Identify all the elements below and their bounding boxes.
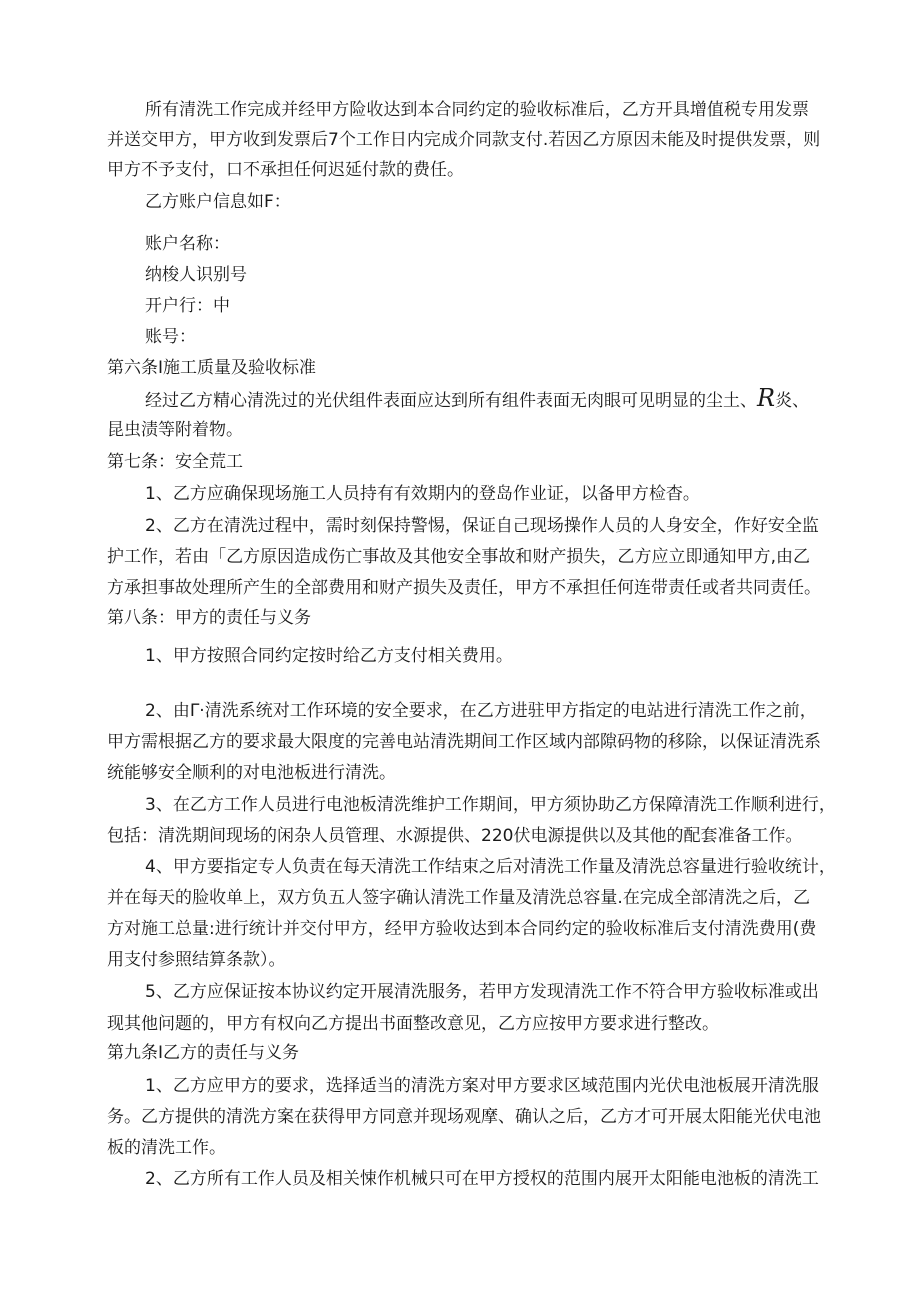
taxpayer-id-label: 纳梭人识别号	[145, 265, 247, 285]
article-8-item-2-line-3: 统能够安全顺利的对电池板进行清洗。	[107, 763, 396, 783]
bank-label: 开户行：中	[145, 296, 230, 316]
article-8-item-5-line-2: 现其他问题的，甲方有权向乙方提出书面整改意见，乙方应按甲方要求进行整改。	[107, 1014, 719, 1034]
payment-paragraph-line-3: 甲方不予支付，口不承担任何迟延付款的费任。	[107, 160, 464, 180]
article-8-item-2-line-2: 甲方需根据乙方的要求最大限度的完善电站清洗期间工作区域内部隙码物的移除，以保证清洗系	[107, 732, 821, 752]
article-6-paragraph-line-1	[145, 384, 810, 412]
article-7-item-2-line-3: 方承担事故处理所产生的全部费用和财产损失及责任，甲方不承担任何连带责任或者共同责任。	[107, 578, 821, 598]
article-8-item-1: 1、甲方按照合同约定按时给乙方支付相关费用。	[145, 646, 513, 666]
account-number-label: 账号：	[145, 327, 196, 347]
article-8-title: 第八条：甲方的责任与义务	[107, 608, 311, 628]
article-6-text-c: 炎、	[775, 391, 810, 411]
article-8-item-4-line-1: 4、甲方要指定专人负责在每天清洗工作结束之后对清洗工作量及清洗总容量进行验收统计，	[145, 857, 836, 877]
article-8-item-4-line-3: 方对施工总量:进行统计并交付甲方，经甲方验收达到本合同约定的验收标准后支付清洗费用(费	[107, 919, 817, 939]
article-9-item-2-line-1: 2、乙方所有工作人员及相关悚作机械只可在甲方授权的范围内展开太阳能电池板的清洗工	[145, 1169, 819, 1189]
article-7-item-2-line-2: 护工作，若由「乙方原因造成伤亡事故及其他安全事故和财产损失，乙方应立即通知甲方,由乙	[107, 547, 810, 567]
article-7-item-2-line-1: 2、乙方在清洗过程中，需时刻保持警惕，保证自己现场操作人员的人身安全，作好安全监	[145, 516, 819, 536]
article-8-item-4-line-4: 用支付参照结算条款）。	[107, 950, 286, 970]
article-8-item-3-line-2: 包括：清洗期间现场的闲杂人员管理、水源提供、220伏电源提供以及其他的配套准备工作。	[107, 826, 803, 846]
account-info-intro: 乙方账户信息如F：	[145, 192, 291, 212]
payment-paragraph-line-1: 所有清洗工作完成并经甲方险收达到本合同约定的验收标准后，乙方开具增值税专用发票	[145, 100, 809, 120]
article-9-title: 第九条I乙方的责任与义务	[107, 1043, 300, 1063]
article-9-item-1-line-3: 板的清洗工作。	[107, 1138, 226, 1158]
payment-paragraph-line-2: 并送交甲方，甲方收到发票后7个工作日内完成介同款支付.若因乙方原因未能及时提供发票，则	[107, 130, 821, 150]
article-6-letter-r: R	[757, 384, 776, 412]
article-6-title: 第六条I施工质量及验收标准	[107, 358, 317, 378]
account-name-label: 账户名称：	[145, 234, 230, 254]
article-9-item-1-line-1: 1、乙方应甲方的要求，选择适当的清洗方案对甲方要求区域范围内光伏电池板展开清洗服	[145, 1076, 819, 1096]
article-8-item-4-line-2: 并在每天的脸收单上，双方负五人签字确认清洗工作量及清洗总容量.在完成全部清洗之后，乙	[107, 888, 810, 908]
article-7-title: 第七条：安全荒工	[107, 452, 243, 472]
article-8-item-3-line-1: 3、在乙方工作人员进行电池板清洗维护工作期间，甲方须协助乙方保障清洗工作顺利进行，	[145, 795, 836, 815]
article-8-item-2-line-1: 2、由Γ·清洗系统对工作环境的安全要求，在乙方进驻甲方指定的电站进行清洗工作之前，	[145, 701, 817, 721]
article-7-item-1: 1、乙方应确保现场施工人员持有有效期内的登岛作业证，以备甲方检杳。	[145, 484, 700, 504]
article-6-text-a: 经过乙方精心清洗过的光伏组件表面应达到所有组件表面无肉眼可见明显的尘土、	[145, 391, 757, 411]
article-6-paragraph-line-2: 昆虫渍等附着物。	[107, 420, 243, 440]
article-8-item-5-line-1: 5、乙方应保证按本协议约定开展清洗服务，若甲方发现清洗工作不符合甲方验收标准或出	[145, 982, 819, 1002]
article-9-item-1-line-2: 务。乙方提供的清洗方案在获得甲方同意并现场观摩、确认之后，乙方才可开展太阳能光伏电池	[107, 1107, 821, 1127]
